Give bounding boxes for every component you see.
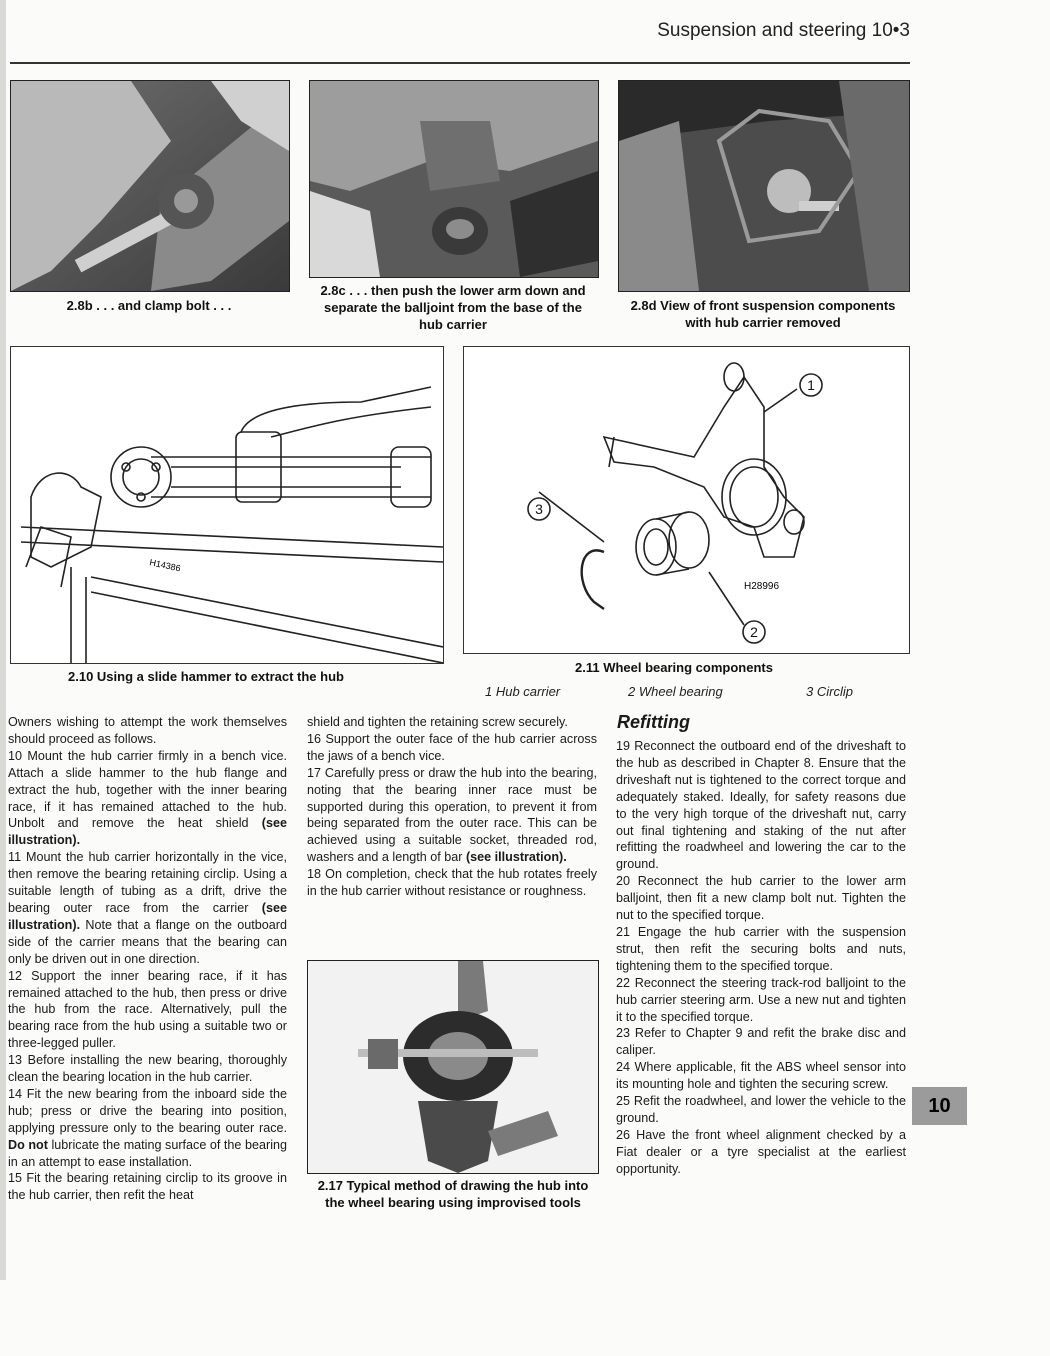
caption-2-10: 2.10 Using a slide hammer to extract the hub: [68, 669, 344, 684]
caption-2-8b: 2.8b . . . and clamp bolt . . .: [66, 298, 232, 313]
key-wheel-bearing: 2 Wheel bearing: [628, 684, 723, 699]
text-column-2: [307, 714, 597, 900]
caption-2-8c: 2.8c . . . then push the lower arm down and separate the balljoint from the base of the hub carrier: [320, 283, 586, 332]
para: lubricate the mating surface of the bearing in an attempt to ease installation.: [8, 1137, 288, 1169]
para: 11 Mount the hub carrier horizontally in the vice, then remove the bearing retaining circlip. Using a suitable length of tubing as a drift, drive the bearing outer race from the carrier: [8, 850, 287, 915]
key-circlip: 3 Circlip: [806, 684, 853, 699]
para: 23 Refer to Chapter 9 and refit the brake disc and caliper.: [616, 1026, 906, 1058]
para: 19 Reconnect the outboard end of the driveshaft to the hub as described in Chapter 8. Ensure that the driveshaft nut is tightened to the correct torque and adequately staked. Ideally, for safety reasons due to the very high torque of the driveshaft nut, carry out final tightening and staking of the nut after refitting the roadwheel and lowering the car to the ground.: [616, 739, 906, 872]
text-column-1: [8, 714, 287, 1204]
para: 13 Before installing the new bearing, thoroughly clean the bearing location in the hub carrier.: [8, 1053, 287, 1085]
para: 17 Carefully press or draw the hub into the bearing, noting that the bearing inner race must be supported during this operation, to prevent it from being separated from the outer race. This can be achieved using a suitable socket, threaded rod, washers and a length of bar: [307, 765, 597, 865]
para: 14 Fit the new bearing from the inboard side the hub; press or drive the bearing into position, applying pressure only to the bearing outer race.: [8, 1086, 287, 1135]
header-title: Suspension and steering: [657, 20, 867, 41]
chapter-tab: 10: [912, 1087, 967, 1125]
text-column-3: [616, 738, 906, 1178]
caption-2-17: 2.17 Typical method of drawing the hub into the wheel bearing using improvised tools: [317, 1178, 589, 1210]
para: 20 Reconnect the hub carrier to the lower arm balljoint, then fit a new clamp bolt nut. Tighten the nut to the specified torque.: [616, 874, 906, 923]
callout-2: 2: [750, 624, 758, 640]
warning-emphasis: Do not: [8, 1137, 48, 1152]
para: 21 Engage the hub carrier with the suspension strut, then refit the securing bolts and nuts, tightening them to the specified torque.: [616, 924, 906, 973]
scan-edge: [0, 0, 6, 1280]
figure-2-10: [10, 346, 444, 664]
para: 26 Have the front wheel alignment checked by a Fiat dealer or a tyre specialist at the earliest opportunity.: [616, 1127, 906, 1176]
figure-2-10-code: H14386: [148, 557, 182, 574]
para: shield and tighten the retaining screw securely.: [307, 715, 568, 729]
photo-2-8c: [309, 80, 599, 278]
para: 22 Reconnect the steering track-rod balljoint to the hub carrier steering arm. Use a new nut and tighten it to the specified torque.: [616, 975, 906, 1024]
see-illustration-ref: (see illustration).: [8, 900, 288, 932]
para: Owners wishing to attempt the work themselves should proceed as follows.: [8, 715, 287, 746]
see-illustration-ref: (see illustration).: [465, 850, 567, 865]
figure-2-11: [463, 346, 910, 654]
caption-2-8d: 2.8d View of front suspension components with hub carrier removed: [630, 298, 896, 330]
para: 18 On completion, check that the hub rotates freely in the hub carrier without resistance or roughness.: [307, 867, 597, 899]
see-illustration-ref: (see illustration).: [8, 816, 288, 848]
figure-2-11-code: H28996: [744, 581, 780, 592]
photo-2-8b: [10, 80, 290, 292]
para: 15 Fit the bearing retaining circlip to its groove in the hub carrier, then refit the heat: [8, 1171, 287, 1203]
header-page-number: 10•3: [871, 20, 910, 41]
para: 24 Where applicable, fit the ABS wheel sensor into its mounting hole and tighten the securing screw.: [616, 1060, 906, 1092]
para: 16 Support the outer face of the hub carrier across the jaws of a bench vice.: [307, 731, 597, 763]
page-header: [657, 20, 910, 42]
para: 12 Support the inner bearing race, if it has remained attached to the hub, then press or drive the hub from the race. Alternatively, pull the bearing race from the hub using a suitable two or three-legged puller.: [8, 968, 287, 1051]
header-rule: [10, 62, 910, 64]
photo-2-8d: [618, 80, 910, 292]
caption-2-11: 2.11 Wheel bearing components: [575, 660, 773, 675]
photo-2-17: [307, 960, 599, 1174]
callout-1: 1: [807, 377, 815, 393]
para: 25 Refit the roadwheel, and lower the vehicle to the ground.: [616, 1094, 906, 1125]
para: 10 Mount the hub carrier firmly in a bench vice. Attach a slide hammer to the hub flange and extract the hub, together with the inner bearing race, if it has remained attached to the hub. Unbolt and remove the heat shield: [8, 748, 287, 831]
refitting-heading: Refitting: [617, 712, 690, 732]
callout-3: 3: [535, 501, 543, 517]
key-hub-carrier: 1 Hub carrier: [485, 684, 561, 699]
para: Note that a flange on the outboard side of the carrier means that the bearing can only be driven out in one direction.: [8, 917, 288, 966]
